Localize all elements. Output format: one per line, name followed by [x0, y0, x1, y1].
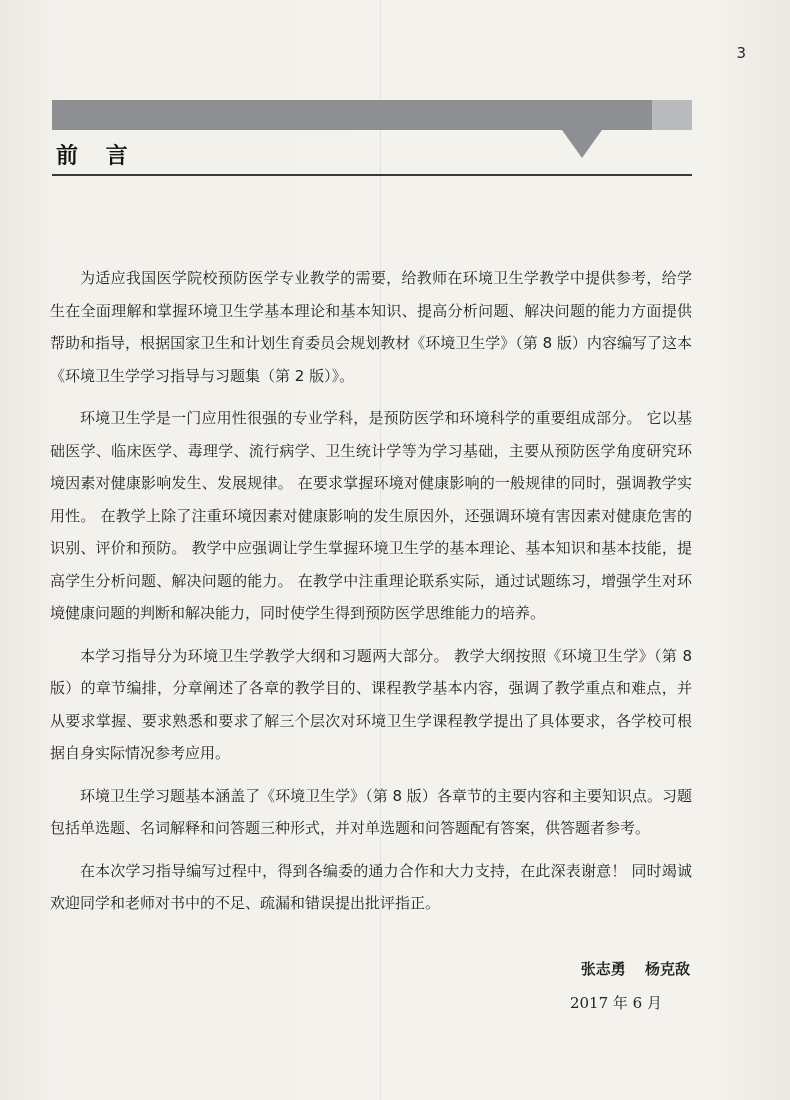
page-title: 前 言	[56, 144, 138, 169]
header-triangle-marker	[562, 130, 602, 158]
paragraph-5: 在本次学习指导编写过程中，得到各编委的通力合作和大力支持，在此深表谢意！ 同时竭诚欢迎同学和老师对书中的不足、疏漏和错误提出批评指正。	[50, 861, 692, 912]
paragraph-1: 为适应我国医学院校预防医学专业教学的需要，给教师在环境卫生学教学中提供参考，给学生在全面理解和掌握环境卫生学基本理论和基本知识、提高分析问题、解决问题的能力方面提供帮助和指导，根据国家卫生和计划生育委员会规划教材《环境卫生学》（第 8 版）内容编写了这本《环境卫生学学习指导与习题集（第 2 版）》。	[50, 269, 692, 385]
preface-body	[50, 262, 692, 930]
author-signature: 张志勇 杨克敌	[580, 960, 690, 978]
header-band	[52, 100, 692, 130]
preface-date: 2017 年 6 月	[569, 994, 662, 1012]
paragraph-3: 本学习指导分为环境卫生学教学大纲和习题两大部分。 教学大纲按照《环境卫生学》（第 8 版）的章节编排，分章阐述了各章的教学目的、课程教学基本内容，强调了教学重点和难点，并从要求掌握、要求熟悉和要求了解三个层次对环境卫生学课程教学提出了具体要求，各学校可根据自身实际情况参考应用。	[50, 646, 692, 762]
title-divider	[52, 174, 692, 176]
page-number: 3	[736, 44, 746, 62]
header-band-end	[652, 100, 692, 130]
paragraph-4: 环境卫生学习题基本涵盖了《环境卫生学》（第 8 版）各章节的主要内容和主要知识点。习题包括单选题、名词解释和问答题三种形式，并对单选题和问答题配有答案，供答题者参考。	[50, 786, 692, 837]
paragraph-2: 环境卫生学是一门应用性很强的专业学科，是预防医学和环境科学的重要组成部分。 它以基础医学、临床医学、毒理学、流行病学、卫生统计学等为学习基础，主要从预防医学角度研究环境因素对健康影响发生、发展规律。 在要求掌握环境对健康影响的一般规律的同时，强调教学实用性。 在教学上除了注重环境因素对健康影响的发生原因外，还强调环境有害因素对健康危害的识别、评价和预防。 教学中应强调让学生掌握环境卫生学的基本理论、基本知识和基本技能，提高学生分析问题、解决问题的能力。 在教学中注重理论联系实际，通过试题练习，增强学生对环境健康问题的判断和解决能力，同时使学生得到预防医学思维能力的培养。	[50, 409, 692, 622]
